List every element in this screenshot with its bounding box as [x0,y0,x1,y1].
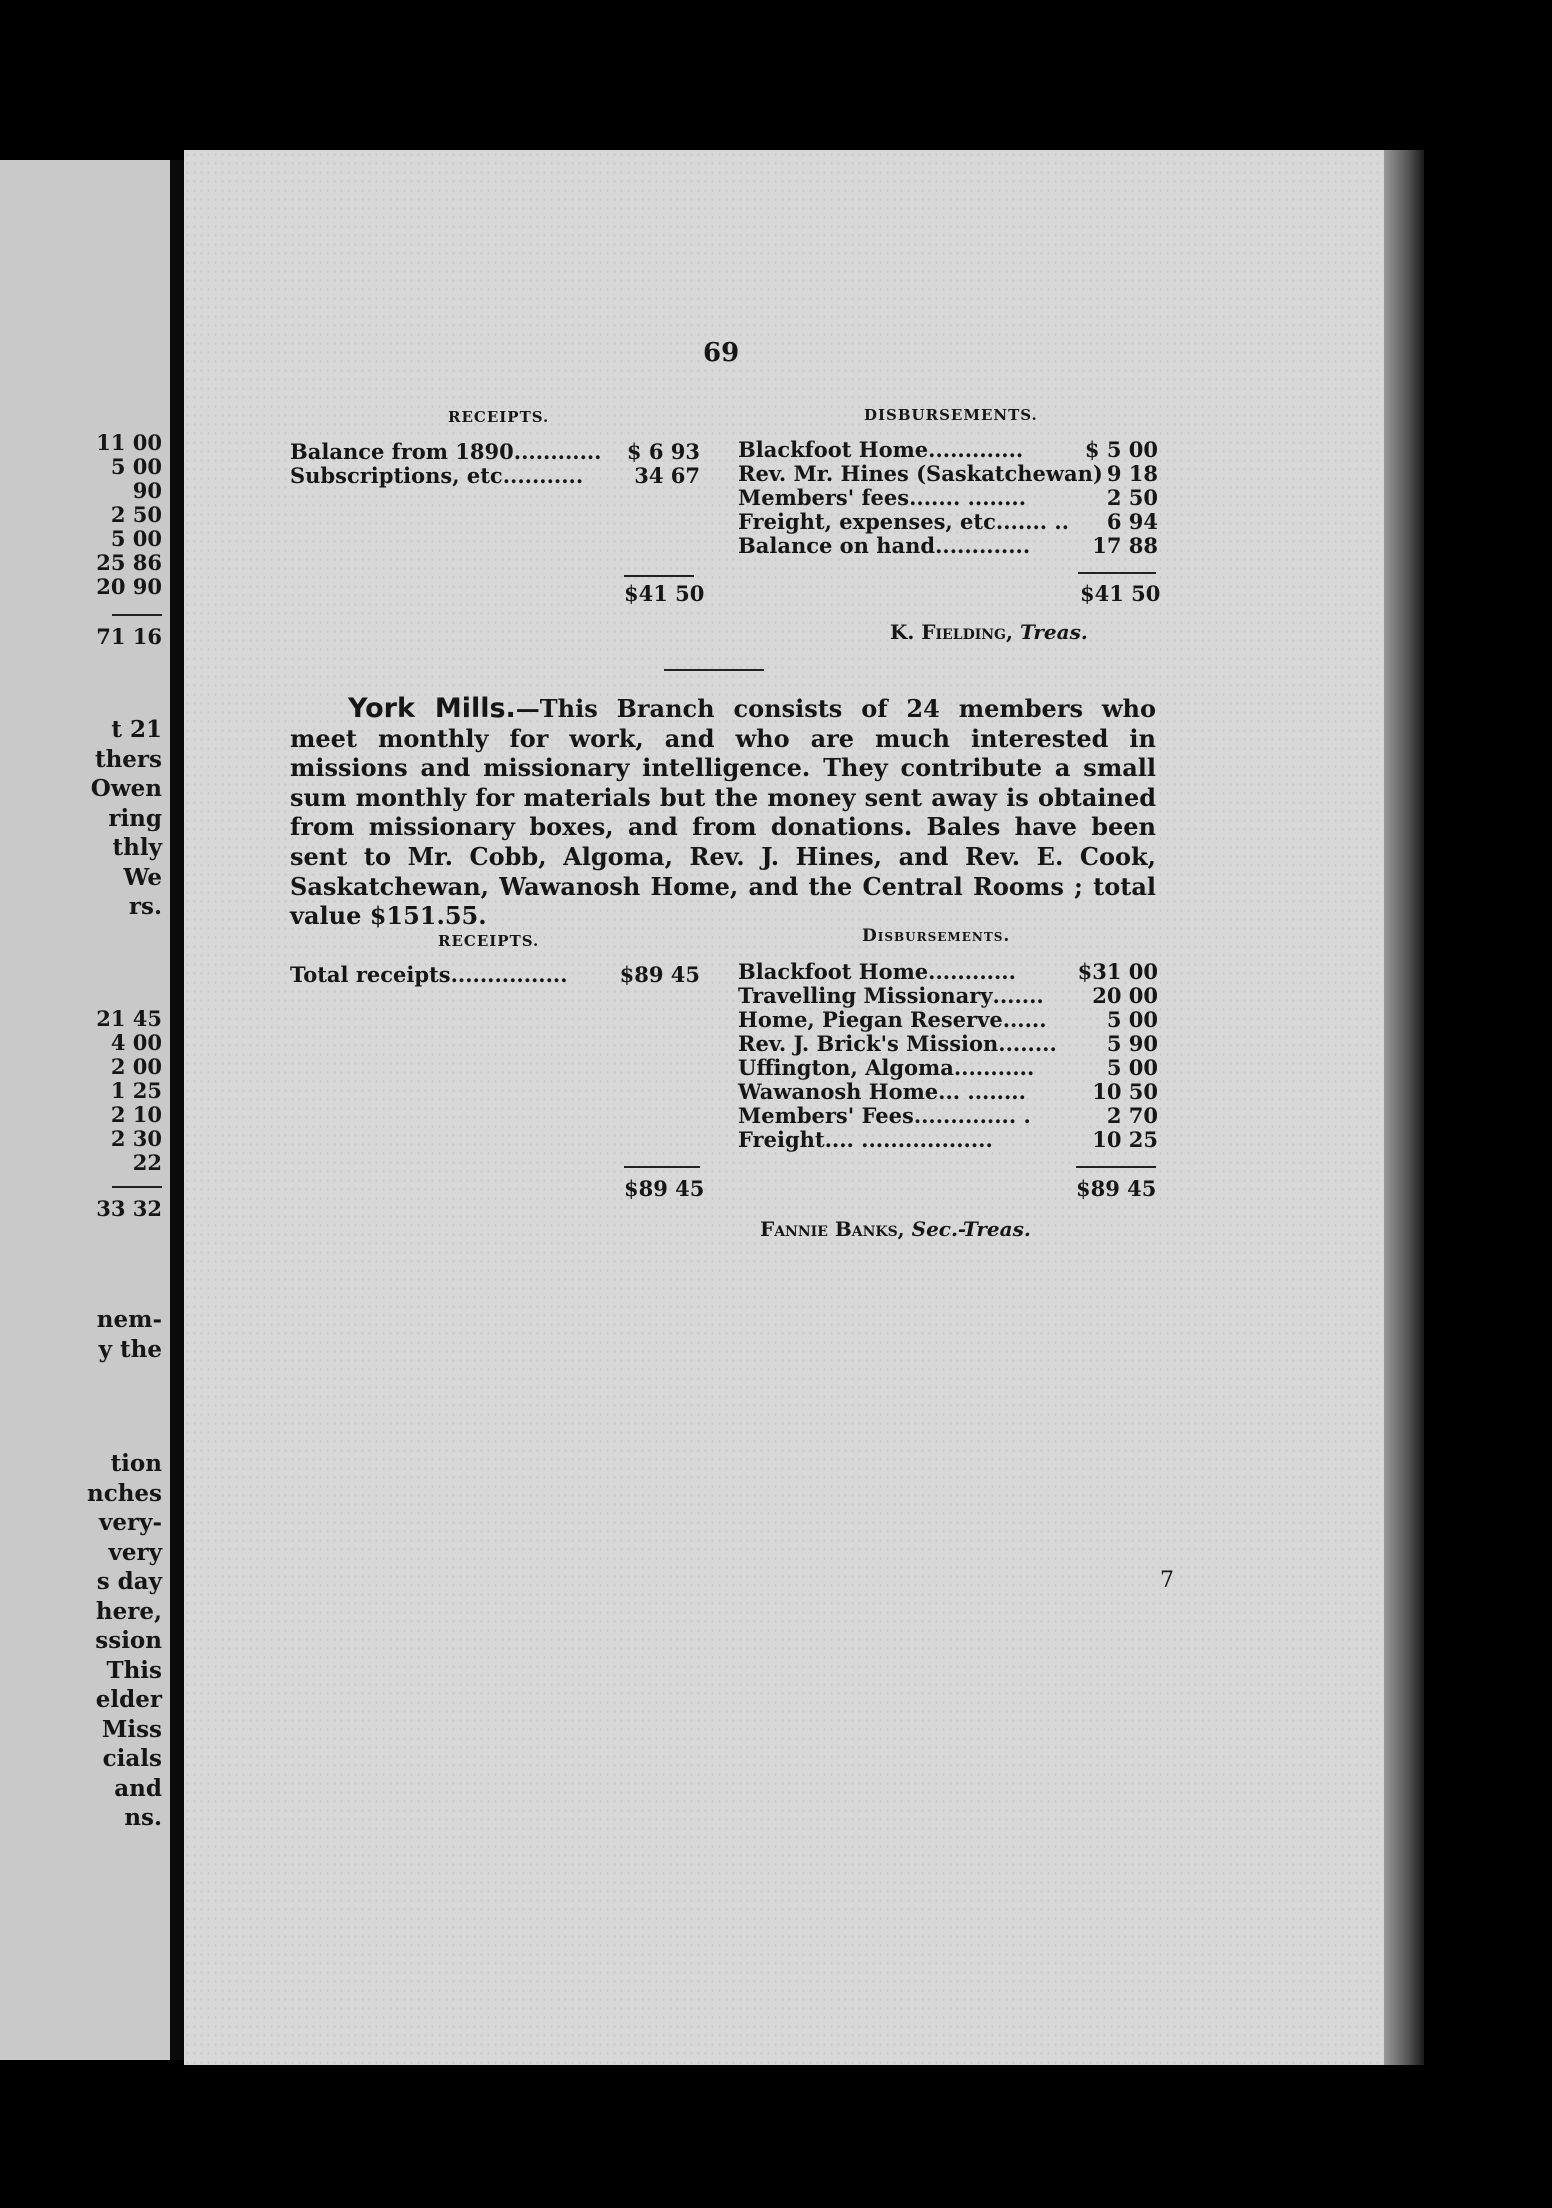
total-rule [1076,1166,1156,1168]
left-page-fragment: y the [98,1335,162,1363]
left-page-fragment: thers [94,745,162,773]
disbursements-total: $41 50 [1080,581,1161,606]
ledger-label: Balance from 1890 [290,439,514,464]
ledger-label: Home, Piegan Reserve [738,1007,1003,1032]
left-page-fragment: 5 00 [110,454,162,479]
ledger-row [290,963,700,987]
ledger-row [738,438,1158,462]
section-divider [664,669,764,671]
ledger-row [738,1080,1158,1104]
left-page [0,160,170,2060]
ledger-amount: 20 00 [1092,983,1158,1008]
left-page-fragment: 71 16 [96,624,162,649]
left-page-fragment: nem- [96,1306,162,1333]
receipts-heading: RECEIPTS. [438,932,540,950]
ledger-leader: ....... [992,983,1044,1008]
ledger-amount: 10 25 [1092,1127,1158,1152]
left-page-fragment: 2 50 [110,502,162,527]
ledger-label: Rev. J. Brick's Mission [738,1031,999,1056]
ledger-leader: ....... ........ [909,485,1027,510]
ledger-leader: ........... [953,1055,1035,1080]
left-page-fragment: elder [95,1686,162,1713]
ledger-label: Balance on hand [738,533,936,558]
page-number: 69 [703,338,740,368]
left-page-fragment: here, [95,1597,162,1625]
left-page-fragment: very- [98,1509,162,1536]
ledger-label: Blackfoot Home [738,959,929,984]
ledger-label: Freight, expenses, etc [738,509,996,534]
ledger-label: Rev. Mr. Hines (Saskatchewan) [738,461,1103,486]
ledger-amount: 5 90 [1106,1031,1158,1056]
ledger-amount: 9 18 [1106,461,1158,486]
signature [760,1217,1031,1241]
ledger-label: Total receipts [290,962,451,987]
total-rule [624,575,694,577]
disbursements-total: $89 45 [1076,1176,1157,1201]
disbursements-heading: DISBURSEMENTS. [864,406,1038,424]
signature-name: K. Fielding, [890,620,1013,644]
signature-title: Sec.-Treas. [911,1217,1031,1241]
ledger-leader: ............ [513,439,602,464]
signature [890,620,1088,644]
left-page-fragment: s day [96,1568,162,1595]
ledger-label: Members' Fees [738,1103,914,1128]
left-page-fragment: t 21 [111,716,162,743]
receipts-heading: RECEIPTS. [448,408,550,426]
ledger-label: Travelling Missionary [738,983,993,1008]
total-rule [112,1186,162,1188]
ledger-row [738,1128,1158,1152]
paragraph-text: —This Branch consists of 24 members who meet monthly for work, and who are much interested in missions and missionary intelligence. They contribute a small sum monthly for materials but the money sent away is obtained from missionary boxes, and from donations. Bales have been sent to Mr. Cobb, Algoma, Rev. J. Hines, and Rev. E. Cook, Saskatchewan, Wawanosh Home, and the Central Rooms ; total value $151.55. [290,694,1156,931]
ledger-row [738,1008,1158,1032]
left-page-fragment: cials [102,1745,162,1772]
ledger-amount: 10 50 [1092,1079,1158,1104]
paragraph-heading: York Mills. [348,693,516,724]
left-page-fragment: We [123,863,162,891]
left-page-fragment: 22 [132,1150,162,1175]
total-rule [624,1166,700,1168]
page-edge [1384,150,1424,2065]
left-page-fragment: Miss [101,1715,162,1743]
ledger-amount: $ 6 93 [626,439,700,464]
left-page-fragment: 21 45 [96,1006,162,1031]
ledger-leader: .............. . [913,1103,1031,1128]
ledger-label: Members' fees [738,485,910,510]
ledger-label: Freight [738,1127,825,1152]
ledger-leader: ........ [998,1031,1057,1056]
ledger-label: Subscriptions, etc [290,463,503,488]
ledger-amount: $ 5 00 [1084,437,1158,462]
ledger-row [738,486,1158,510]
ledger-amount: $89 45 [619,962,700,987]
left-page-fragment: 2 10 [110,1102,162,1127]
left-page-fragment: and [114,1774,162,1802]
margin-mark: 7 [1160,1568,1174,1593]
left-page-fragment: 1 25 [110,1078,162,1103]
left-page-fragment: thly [112,834,162,861]
ledger-amount: 17 88 [1092,533,1158,558]
ledger-leader: .... .................. [824,1127,993,1152]
ledger-row [738,534,1158,558]
left-page-fragment: tion [110,1450,162,1477]
book-gutter [170,160,184,2060]
signature-name: Fannie Banks, [760,1217,905,1241]
ledger-amount: 5 00 [1106,1007,1158,1032]
left-page-fragment: rs. [128,893,162,920]
ledger-leader: ....... .. [995,509,1070,534]
left-page-fragment: ring [108,804,162,832]
total-rule [112,614,162,616]
ledger-row [738,510,1158,534]
receipts-total: $89 45 [624,1176,705,1201]
left-page-fragment: ns. [124,1804,162,1831]
ledger-row [290,464,700,488]
signature-title: Treas. [1019,620,1088,644]
ledger-amount: $31 00 [1077,959,1158,984]
ledger-row [738,1104,1158,1128]
ledger-leader: ........... [502,463,584,488]
disbursements-heading: Disbursements. [862,926,1011,946]
left-page-fragment: This [106,1656,162,1684]
left-page-fragment: 2 30 [110,1126,162,1151]
left-page-fragment: 90 [132,478,162,503]
left-page-fragment: 20 90 [96,574,162,599]
ledger-amount: 2 70 [1106,1103,1158,1128]
ledger-amount: 5 00 [1106,1055,1158,1080]
ledger-row [738,984,1158,1008]
ledger-label: Uffington, Algoma [738,1055,954,1080]
total-rule [1078,572,1156,574]
ledger-leader: ................ [450,962,568,987]
york-mills-paragraph [290,694,1156,931]
ledger-leader: ...... [1002,1007,1047,1032]
ledger-amount: 6 94 [1106,509,1158,534]
ledger-leader: ............ [928,959,1016,984]
left-page-fragment: 4 00 [110,1030,162,1055]
ledger-leader: ... ........ [938,1079,1026,1104]
ledger-row [738,960,1158,984]
ledger-row [738,462,1158,486]
ledger-leader: ............. [928,437,1024,462]
left-page-fragment: 2 00 [110,1054,162,1079]
left-page-fragment: 11 00 [96,430,162,455]
ledger-label: Blackfoot Home [738,437,929,462]
ledger-row [738,1032,1158,1056]
left-page-fragment: 5 00 [110,526,162,551]
left-page-fragment: 25 86 [96,550,162,575]
left-page-fragment: ssion [95,1627,162,1654]
left-page-fragment: very [108,1538,162,1566]
ledger-label: Wawanosh Home [738,1079,939,1104]
ledger-amount: 2 50 [1106,485,1158,510]
ledger-amount: 34 67 [634,463,700,488]
ledger-row [738,1056,1158,1080]
left-page-fragment: nches [86,1479,162,1507]
ledger-row [290,440,700,464]
left-page-fragment: 33 32 [96,1196,162,1221]
receipts-total: $41 50 [624,581,705,606]
ledger-leader: ............. [935,533,1031,558]
left-page-fragment: Owen [90,775,162,802]
